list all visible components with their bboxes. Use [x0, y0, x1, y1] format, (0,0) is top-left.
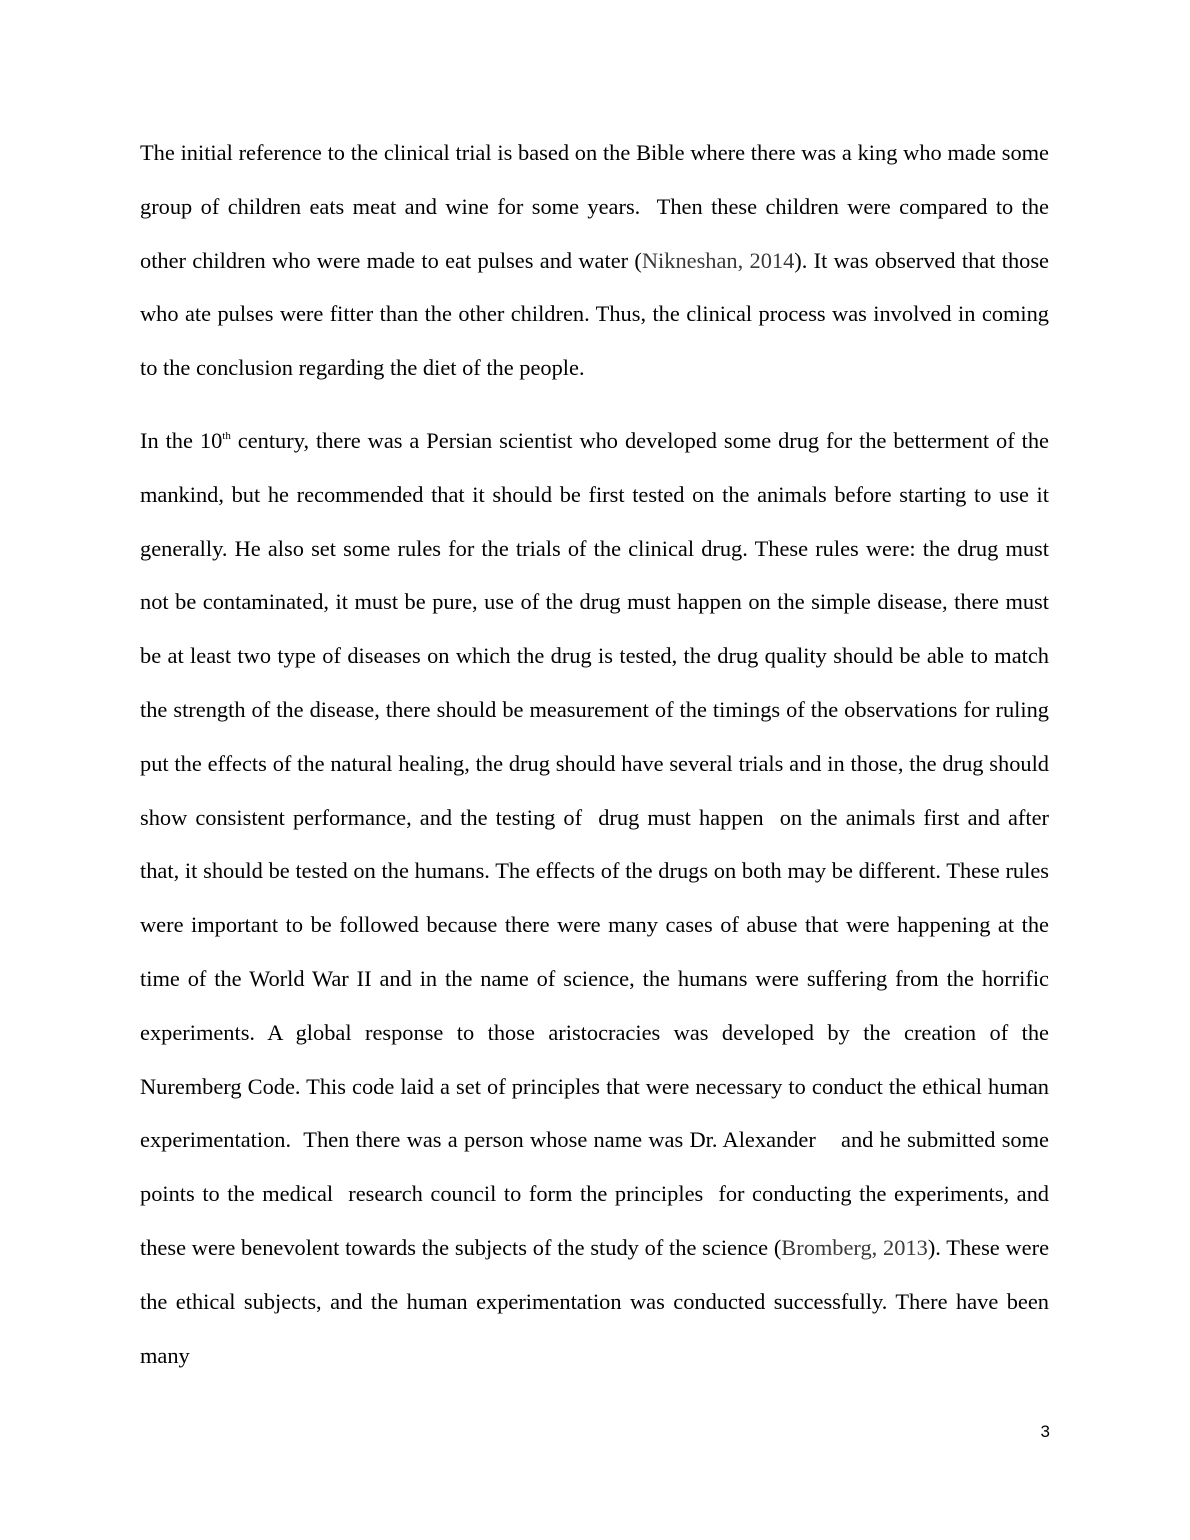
- page-number: 3: [1040, 1422, 1050, 1441]
- paragraph-2-text-a: century, there was a Persian scientist who developed some drug for the betterment of the mankind, but he recommended that it should be first tested on the animals before starting to use it generally. He also set some rules for the trials of the clinical drug. These rules were: the drug must not be contaminated, it must be pure, use of the drug must happen on the simple disease, there must be at least two type of diseases on which the drug is tested, the drug quality should be able to match the strength of the disease, there should be measurement of the timings of the observations for ruling put the effects of the natural healing, the drug should have several trials and in those, the drug should show consistent performance, and the testing of drug must happen on the animals first and after that, it should be tested on the humans. The effects of the drugs on both may be different. These rules were important to be followed because there were many cases of abuse that were happening at the time of the World War II and in the name of science, the humans were suffering from the horrific experiments. A global response to those aristocracies was developed by the creation of the Nuremberg Code. This code laid a set of principles that were necessary to conduct the ethical human experimentation. Then there was a person whose name was Dr. Alexander and he submitted some points to the medical research council to form the principles for conducting the experiments, and these were benevolent towards the subjects of the study of the science (: [140, 427, 1049, 1260]
- paragraph-2-text-b: ). These were the ethical subjects, and the human experimentation was conducted successfully. There have been many: [140, 1234, 1050, 1368]
- document-body: [140, 126, 1049, 1382]
- paragraph-2: [140, 414, 1049, 1382]
- paragraph-1-text-a: The initial reference to the clinical trial is based on the Bible where there was a king who made some group of children eats meat and wine for some years. Then these children were compared to the other children who were made to eat pulses and water (: [140, 140, 1049, 273]
- citation-bromberg-2013: Bromberg, 2013: [781, 1234, 928, 1260]
- paragraph-1: [140, 126, 1049, 395]
- citation-nikneshan-2014: Nikneshan, 2014: [641, 247, 795, 273]
- paragraph-2-prefix: In the 10: [140, 427, 223, 453]
- paragraph-1-text-b: ). It was observed that those who ate pulses were fitter than the other children. Thus, the clinical process was involved in coming to the conclusion regarding the diet of the people.: [140, 247, 1049, 381]
- ordinal-superscript: th: [222, 429, 231, 442]
